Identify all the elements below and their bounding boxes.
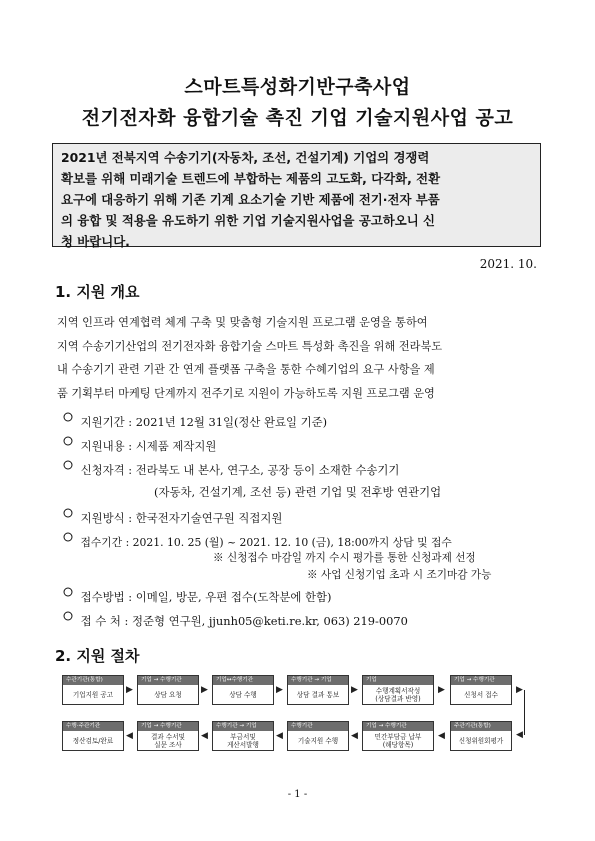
- flow-step-body: 부금서및 게산서발행: [227, 733, 259, 749]
- arrow-down-icon: ▶: [516, 685, 523, 695]
- arrow-left-icon: ◀: [126, 731, 133, 741]
- page-number: - 1 -: [287, 789, 308, 800]
- paragraph-line: 내 수송기기 관련 기관 간 연계 플랫폼 구축을 통한 수혜기업의 요구 사항을 제: [57, 363, 435, 376]
- arrow-left-icon: ◀: [516, 730, 523, 740]
- flow-step-head: 수행·주관기관: [63, 722, 123, 731]
- flow-step: [450, 675, 512, 705]
- item-reception-method: 접수방법 : 이메일, 방문, 우편 접수(도착분에 한함): [63, 587, 331, 605]
- section-heading-overview: 1. 지원 개요: [55, 283, 140, 301]
- flow-step-body: 신청서 접수: [464, 691, 498, 699]
- notice-line: 요구에 대응하기 위해 기존 기계 요소기술 기반 제품에 전기·전자 부품: [61, 192, 440, 207]
- flow-step: [362, 675, 434, 705]
- circle-bullet-icon: [63, 460, 77, 474]
- note-line: ※ 신청접수 마감일 까지 수시 평가를 통한 신청과제 선정: [213, 552, 476, 564]
- flow-step-head: 수관기관(통합): [63, 676, 123, 685]
- item-value: 시제품 제작지원: [135, 439, 217, 453]
- flow-step-head: 수행기관: [288, 722, 348, 731]
- title-line1: 스마트특성화기반구축사업: [184, 76, 411, 98]
- item-label: 지원내용: [80, 439, 125, 453]
- item-label: 접수기간: [80, 536, 123, 549]
- item-eligibility: 신청자격 : 전라북도 내 본사, 연구소, 공장 등이 소재한 수송기기: [63, 460, 399, 478]
- flow-step: [287, 675, 349, 705]
- arrow-left-icon: ◀: [276, 731, 283, 741]
- flow-step-body: 기업지원 공고: [72, 691, 114, 699]
- paragraph-line: 지역 수송기기산업의 전기전자화 융합기술 스마트 특성화 촉진을 위해 전라북도: [57, 339, 443, 353]
- arrow-right-icon: ▶: [276, 685, 283, 695]
- item-content: 지원내용 : 시제품 제작지원: [63, 436, 216, 454]
- arrow-right-icon: ▶: [438, 685, 445, 695]
- circle-bullet-icon: [63, 508, 77, 522]
- flow-step-head: 수행기관 → 기업: [213, 722, 273, 731]
- flow-step-head: 수행기관 → 기업: [288, 676, 348, 685]
- notice-line: 의 융합 및 적용을 유도하기 위한 기업 기술지원사업을 공고하오니 신: [61, 213, 435, 228]
- item-reception-period: 접수기간 : 2021. 10. 25 (월) ~ 2021. 12. 10 (금), 18:00까지 상담 및 접수: [63, 532, 452, 550]
- flow-step-body: 상담 수행: [229, 691, 257, 699]
- notice-box: [52, 143, 541, 247]
- connector-line: [524, 690, 525, 735]
- arrow-right-icon: ▶: [351, 685, 358, 695]
- paragraph-line: 지역 인프라 연계협력 체계 구축 및 맞춤형 기술지원 프로그램 운영을 통하여: [57, 316, 428, 329]
- item-value: 한국전자기술연구원 직접지원: [135, 511, 283, 525]
- item-label: 접수방법: [80, 590, 125, 604]
- flow-step-body: 정산검토/완료: [72, 737, 114, 745]
- flow-step: [62, 675, 124, 705]
- flow-step-body: 수행계획서작성 (상담결과 반영): [375, 687, 421, 703]
- flow-step-head: 기업 → 수행기관: [363, 722, 433, 731]
- flow-step-head: 기업 → 수행기관: [138, 676, 198, 685]
- flow-step: [287, 721, 349, 751]
- circle-bullet-icon: [63, 587, 77, 601]
- flow-step: [450, 721, 512, 751]
- overview-paragraph: [57, 311, 547, 405]
- flow-step: [362, 721, 434, 751]
- circle-bullet-icon: [63, 532, 77, 546]
- circle-bullet-icon: [63, 412, 77, 426]
- notice-line: 2021년 전북지역 수송기기(자동차, 조선, 건설기계) 기업의 경쟁력: [61, 150, 430, 165]
- flow-step-head: 기업: [363, 676, 433, 685]
- item-label: 지원기간: [80, 415, 125, 429]
- flow-step-head: 주관기관(통합): [451, 722, 511, 731]
- arrow-left-icon: ◀: [351, 731, 358, 741]
- item-value: 2021년 12월 31일(정산 완료일 기준): [135, 415, 328, 429]
- section-heading-procedure: 2. 지원 절차: [55, 647, 140, 665]
- item-value: 전라북도 내 본사, 연구소, 공장 등이 소재한 수송기기: [135, 463, 400, 477]
- item-method: 지원방식 : 한국전자기술연구원 직접지원: [63, 508, 282, 526]
- flow-step: [137, 721, 199, 751]
- arrow-left-icon: ◀: [201, 731, 208, 741]
- paragraph-line: 품 기획부터 마케팅 단계까지 전주기로 지원이 가능하도록 지원 프로그램 운영: [57, 386, 435, 400]
- item-eligibility-cont: [154, 484, 441, 500]
- item-value: 이메일, 방문, 우편 접수(도착분에 한함): [135, 590, 332, 604]
- item-label: 지원방식: [80, 511, 125, 525]
- circle-bullet-icon: [63, 611, 77, 625]
- flow-step-head: 기업↔수행기관: [213, 676, 273, 685]
- flow-step: [137, 675, 199, 705]
- item-value: (자동차, 건설기계, 조선 등) 관련 기업 및 전후방 연관기업: [154, 485, 442, 499]
- note-line: ※ 사업 신청기업 초과 시 조기마감 가능: [307, 569, 492, 581]
- arrow-right-icon: ▶: [201, 685, 208, 695]
- flow-step-body: 민간부담금 납부 (해당항목): [374, 733, 422, 749]
- circle-bullet-icon: [63, 436, 77, 450]
- procedure-flowchart: [52, 673, 543, 773]
- flow-step: [212, 721, 274, 751]
- flow-step-body: 상담 결과 통보: [296, 691, 340, 699]
- notice-line: 청 바랍니다.: [61, 234, 130, 249]
- arrow-left-icon: ◀: [438, 731, 445, 741]
- item-label: 신청자격: [80, 463, 125, 477]
- flow-step: [62, 721, 124, 751]
- item-reception-office: 접 수 처 : 정준형 연구원, jjunh05@keti.re.kr, 063) 219-0070: [63, 611, 408, 629]
- flow-step-head: 기업 → 수행기관: [138, 722, 198, 731]
- flow-step-head: 기업 → 수행기관: [451, 676, 511, 685]
- arrow-right-icon: ▶: [126, 685, 133, 695]
- announcement-date: 2021. 10.: [479, 257, 537, 271]
- item-period: 지원기간 : 2021년 12월 31일(정산 완료일 기준): [63, 412, 327, 430]
- item-label: 접 수 처: [80, 614, 121, 628]
- notice-line: 확보를 위해 미래기술 트렌드에 부합하는 제품의 고도화, 다각화, 전환: [61, 171, 441, 186]
- item-value: 2021. 10. 25 (월) ~ 2021. 12. 10 (금), 18:00까지 상담 및 접수: [132, 536, 452, 549]
- title-line2: 전기전자화 융합기술 촉진 기업 기술지원사업 공고: [81, 107, 514, 129]
- item-value: 정준형 연구원, jjunh05@keti.re.kr, 063) 219-0070: [131, 614, 408, 628]
- flow-step-body: 상담 요청: [154, 691, 182, 699]
- flow-step-body: 기술지원 수행: [297, 737, 339, 745]
- flow-step-body: 결과 수서및 실문 조사: [151, 733, 185, 749]
- flow-step-body: 신청위원회평가: [458, 737, 504, 745]
- flow-step: [212, 675, 274, 705]
